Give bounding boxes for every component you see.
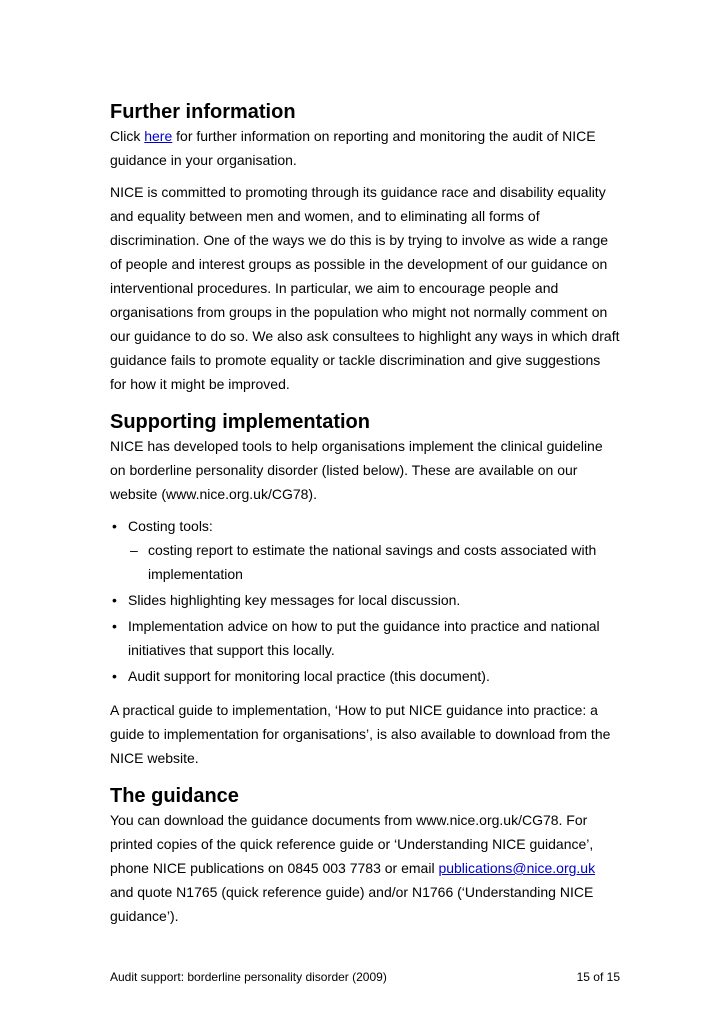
document-page [110,100,620,928]
the-guidance-heading: The guidance [110,785,239,807]
email-link[interactable]: publications@nice.org.uk [438,860,596,876]
list-item: • Implementation advice on how to put the guidance into practice and national initiatives that support this locally. [110,614,620,662]
guidance-paragraph [110,808,620,928]
further-information-paragraph [110,124,620,172]
practical-guide-paragraph: A practical guide to implementation, ‘How to put NICE guidance into practice: a guide to implementation for organisations’, is also available to download from the NICE website. [110,702,611,766]
equality-paragraph: NICE is committed to promoting through its guidance race and disability equality and equality between men and women, and to eliminating all forms of discrimination. One of the ways we do this is by trying to involve as wide a range of people and interest groups as possible in the development of our guidance on interventional procedures. In particular, we aim to encourage people and organisations from groups in the population who might not normally comment on our guidance to do so. We also ask consultees to highlight any ways in which draft guidance fails to promote equality or tackle discrimination and give suggestions for how it might be improved. [110,184,620,392]
guidance-text: You can download the guidance documents from www.nice.org.uk/CG78. For printed copies of the quick reference guide or ‘Understanding NICE guidance’, phone NICE publications on 0845 003 7783 or email [110,812,594,876]
here-link[interactable]: here [144,128,173,144]
supporting-implementation-heading: Supporting implementation [110,411,370,433]
costing-sublist [128,538,620,586]
click-text: Click [110,128,145,144]
list-item [110,514,620,586]
footer-title: Audit support: borderline personality disorder (2009) [110,970,387,984]
list-item: • Slides highlighting key messages for local discussion. [110,588,620,612]
implementation-tools-list [110,514,620,688]
page-number: 15 of 15 [576,970,620,984]
further-info-text: for further information on reporting and monitoring the audit of NICE guidance in your organisation. [110,128,596,168]
page-footer [110,969,620,985]
guidance-text-end: and quote N1765 (quick reference guide) and/or N1766 (‘Understanding NICE guidance’). [110,884,594,924]
further-information-heading: Further information [110,101,296,123]
costing-tools-label: Costing tools: [128,518,213,534]
list-item: – costing report to estimate the national savings and costs associated with implementation [128,538,620,586]
supporting-intro-paragraph: NICE has developed tools to help organisations implement the clinical guideline on borderline personality disorder (listed below). These are available on our website (www.nice.org.uk/CG78). [110,438,603,502]
list-item: • Audit support for monitoring local practice (this document). [110,664,620,688]
